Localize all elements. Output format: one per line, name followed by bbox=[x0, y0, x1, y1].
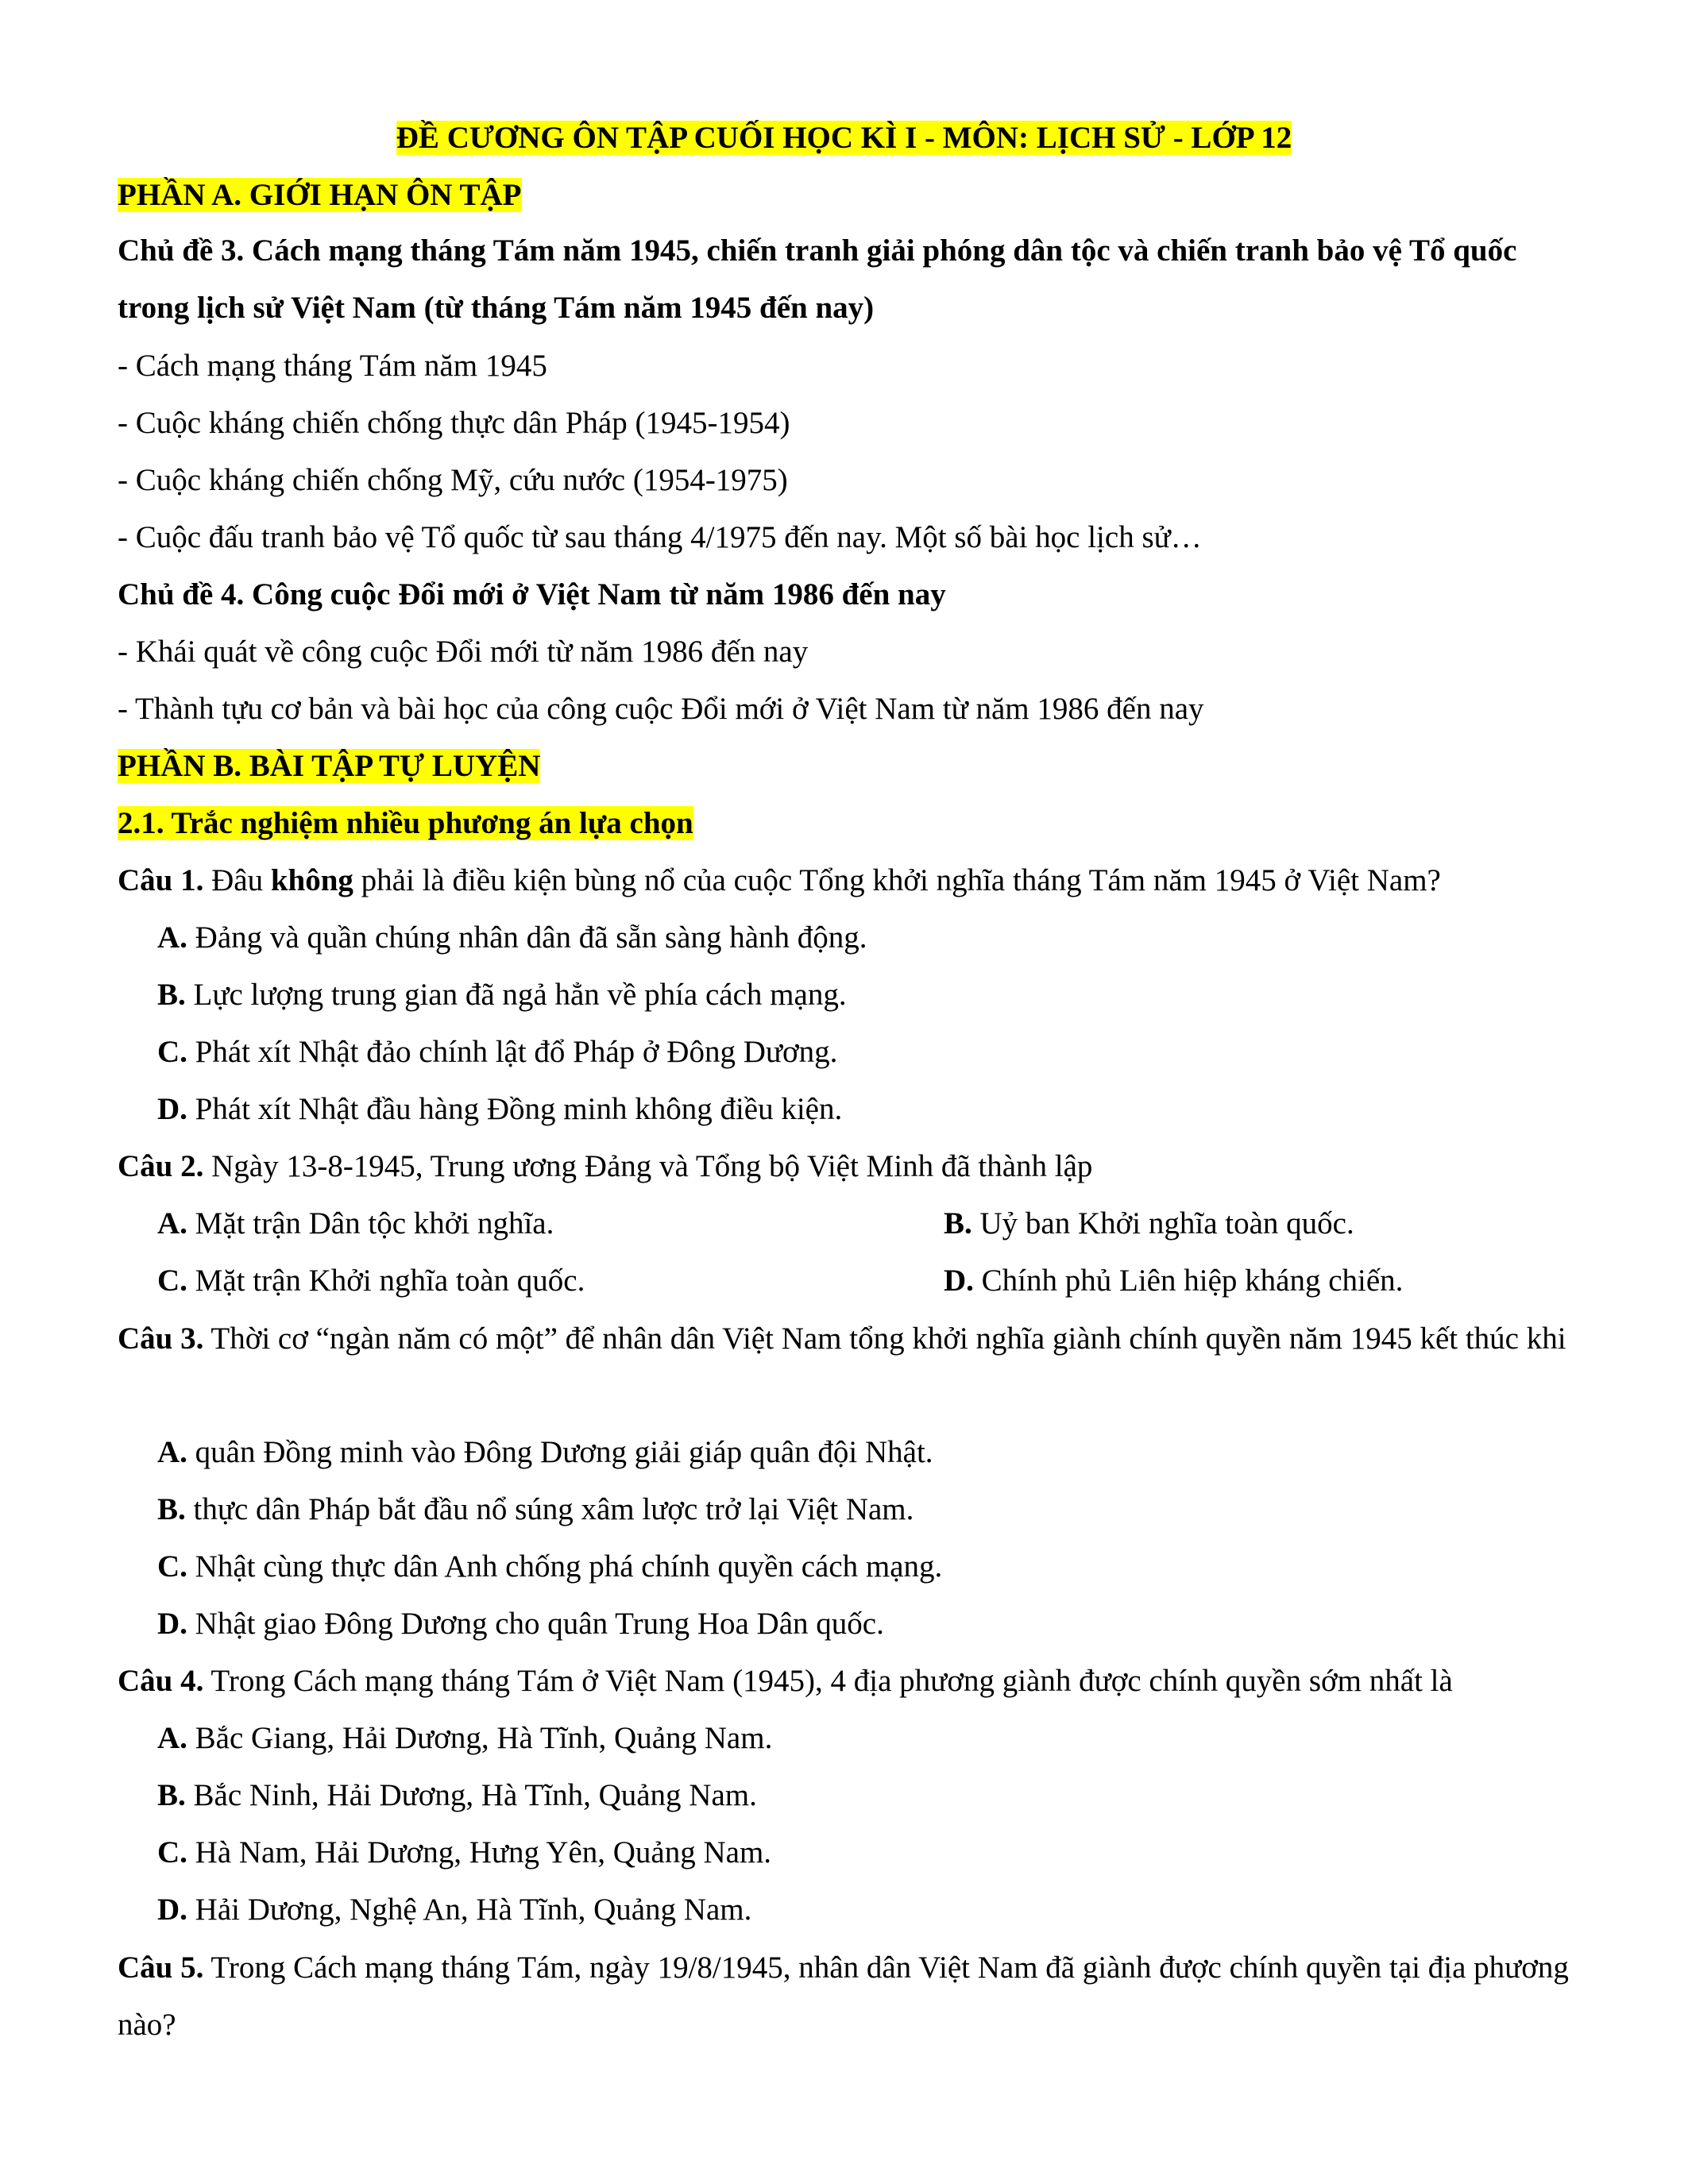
answer-option: A. Bắc Giang, Hải Dương, Hà Tĩnh, Quảng Nam. bbox=[157, 1721, 773, 1755]
answer-option: B. Lực lượng trung gian đã ngả hẳn về phía cách mạng. bbox=[157, 978, 847, 1012]
topic-3-item: - Cuộc kháng chiến chống thực dân Pháp (1945-1954) bbox=[118, 406, 790, 440]
question-label: Câu 2. bbox=[118, 1149, 204, 1183]
answer-option: D. Phát xít Nhật đầu hàng Đồng minh không điều kiện. bbox=[157, 1092, 843, 1126]
answer-option: A. quân Đồng minh vào Đông Dương giải giáp quân đội Nhật. bbox=[157, 1435, 933, 1469]
title-highlight: ĐỀ CƯƠNG ÔN TẬP CUỐI HỌC KÌ I - MÔN: LỊCH SỬ - LỚP 12 bbox=[396, 121, 1292, 155]
question-5: Câu 5. Trong Cách mạng tháng Tám, ngày 19/8/1945, nhân dân Việt Nam đã giành được chính quyền tại địa phương nào? bbox=[118, 1951, 1569, 2042]
answer-option: C. Phát xít Nhật đảo chính lật đổ Pháp ở Đông Dương. bbox=[157, 1035, 838, 1069]
topic-3-heading: Chủ đề 3. Cách mạng tháng Tám năm 1945, chiến tranh giải phóng dân tộc và chiến tranh bảo vệ Tổ quốc trong lịch sử Việt Nam (từ tháng Tám năm 1945 đến nay) bbox=[118, 233, 1517, 325]
question-1: Câu 1. Đâu không phải là điều kiện bùng nổ của cuộc Tổng khởi nghĩa tháng Tám năm 1945 ở Việt Nam? bbox=[118, 863, 1441, 897]
emphasis: không bbox=[270, 863, 353, 897]
part-a-heading: PHẦN A. GIỚI HẠN ÔN TẬP bbox=[118, 178, 522, 212]
answer-option-row bbox=[157, 1260, 1619, 1302]
topic-3-item: - Cuộc kháng chiến chống Mỹ, cứu nước (1954-1975) bbox=[118, 463, 788, 497]
topic-3-item: - Cuộc đấu tranh bảo vệ Tổ quốc từ sau tháng 4/1975 đến nay. Một số bài học lịch sử… bbox=[118, 520, 1202, 554]
answer-option: B. Bắc Ninh, Hải Dương, Hà Tĩnh, Quảng Nam. bbox=[157, 1778, 757, 1812]
question-3: Câu 3. Thời cơ “ngàn năm có một” để nhân dân Việt Nam tổng khởi nghĩa giành chính quyền năm 1945 kết thúc khi bbox=[118, 1322, 1566, 1356]
answer-option: B. Uỷ ban Khởi nghĩa toàn quốc. bbox=[944, 1206, 1354, 1241]
topic-4-item: - Thành tựu cơ bản và bài học của công cuộc Đổi mới ở Việt Nam từ năm 1986 đến nay bbox=[118, 692, 1204, 726]
answer-option-row bbox=[157, 1202, 1619, 1245]
answer-option: D. Hải Dương, Nghệ An, Hà Tĩnh, Quảng Nam. bbox=[157, 1893, 752, 1927]
answer-option: C. Nhật cùng thực dân Anh chống phá chính quyền cách mạng. bbox=[157, 1549, 943, 1584]
part-b-heading: PHẦN B. BÀI TẬP TỰ LUYỆN bbox=[118, 749, 541, 783]
question-label: Câu 4. bbox=[118, 1664, 204, 1698]
answer-option: A. Đảng và quần chúng nhân dân đã sẵn sàng hành động. bbox=[157, 920, 867, 955]
question-2: Câu 2. Ngày 13-8-1945, Trung ương Đảng và Tổng bộ Việt Minh đã thành lập bbox=[118, 1149, 1093, 1183]
topic-4-item: - Khái quát về công cuộc Đổi mới từ năm 1986 đến nay bbox=[118, 635, 809, 669]
answer-option: A. Mặt trận Dân tộc khởi nghĩa. bbox=[157, 1206, 554, 1241]
part-b-subheading: 2.1. Trắc nghiệm nhiều phương án lựa chọn bbox=[118, 806, 693, 840]
topic-3-item: - Cách mạng tháng Tám năm 1945 bbox=[118, 349, 547, 383]
document-title bbox=[0, 117, 1688, 160]
answer-option: B. thực dân Pháp bắt đầu nổ súng xâm lược trở lại Việt Nam. bbox=[157, 1492, 914, 1526]
question-label: Câu 1. bbox=[118, 863, 204, 897]
answer-option: D. Chính phủ Liên hiệp kháng chiến. bbox=[944, 1264, 1404, 1298]
question-label: Câu 3. bbox=[118, 1322, 204, 1356]
answer-option: C. Hà Nam, Hải Dương, Hưng Yên, Quảng Nam. bbox=[157, 1835, 772, 1870]
topic-4-heading: Chủ đề 4. Công cuộc Đổi mới ở Việt Nam từ năm 1986 đến nay bbox=[118, 577, 946, 612]
question-label: Câu 5. bbox=[118, 1951, 204, 1985]
answer-option: C. Mặt trận Khởi nghĩa toàn quốc. bbox=[157, 1264, 585, 1298]
question-4: Câu 4. Trong Cách mạng tháng Tám ở Việt Nam (1945), 4 địa phương giành được chính quyền sớm nhất là bbox=[118, 1664, 1453, 1698]
answer-option: D. Nhật giao Đông Dương cho quân Trung Hoa Dân quốc. bbox=[157, 1607, 884, 1641]
